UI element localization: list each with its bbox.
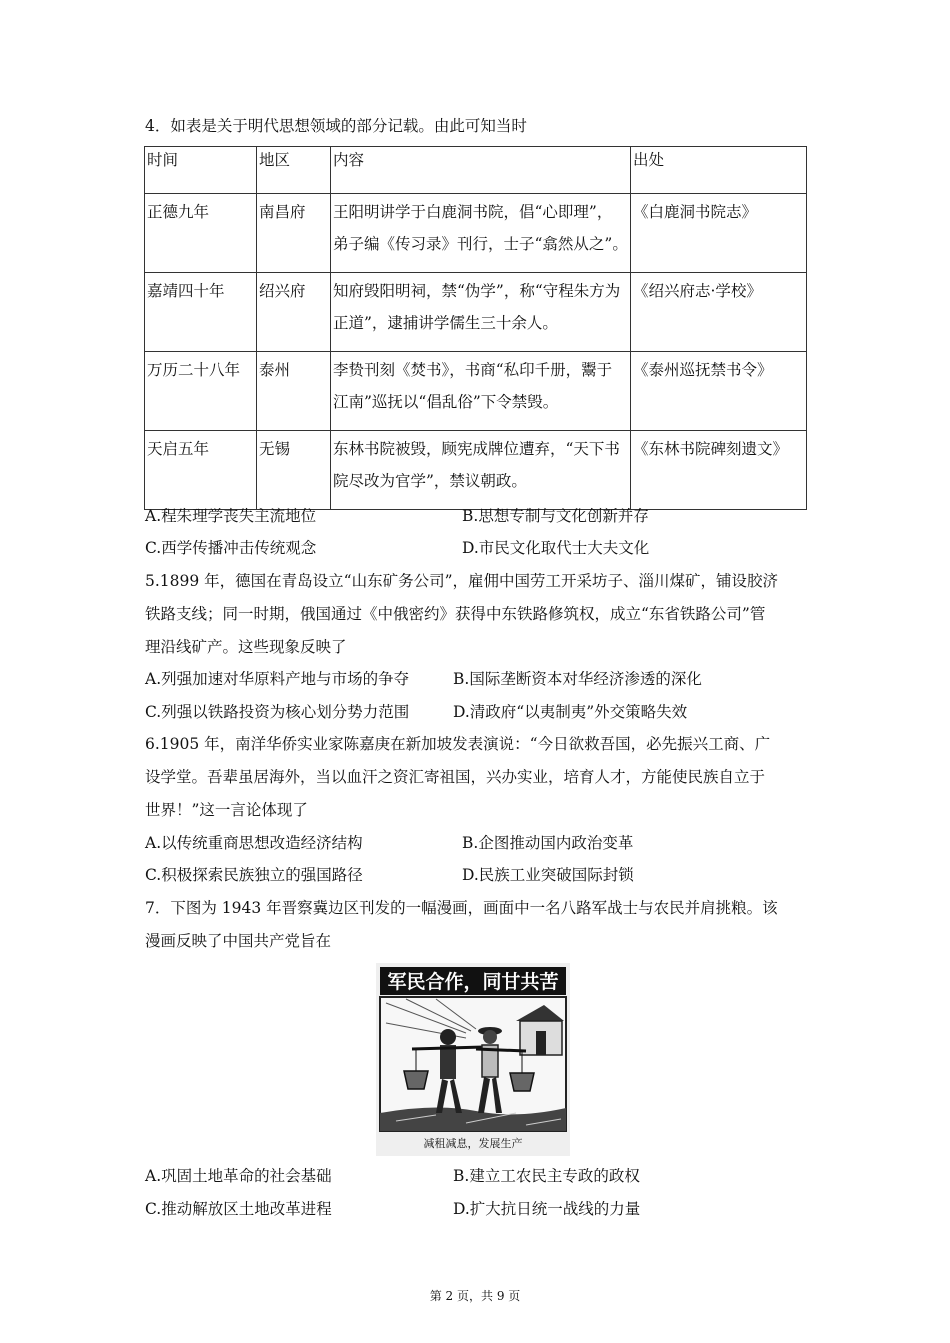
- q5-option-a[interactable]: A.列强加速对华原料产地与市场的争夺: [145, 670, 410, 688]
- content-line: 正道”，逮捕讲学儒生三十余人。: [333, 314, 558, 332]
- cell-source: 《东林书院碑刻遗文》: [631, 431, 807, 510]
- q6-stem-line: 设学堂。吾辈虽居海外，当以血汗之资汇寄祖国，兴办实业，培育人才，方能使民族自立于: [145, 768, 766, 786]
- q7-option-d[interactable]: D.扩大抗日统一战线的力量: [453, 1200, 641, 1218]
- cell-region: 南昌府: [257, 194, 331, 273]
- cell-source: 《泰州巡抚禁书令》: [631, 352, 807, 431]
- q6-option-b[interactable]: B.企图推动国内政治变革: [462, 834, 634, 852]
- header-time: 时间: [145, 147, 257, 194]
- q6-stem-line: 6.1905 年，南洋华侨实业家陈嘉庚在新加坡发表演说：“今日欲救吾国，必先振兴工商、广: [145, 735, 771, 753]
- q6-option-d[interactable]: D.民族工业突破国际封锁: [462, 866, 634, 884]
- cell-content: [331, 352, 631, 431]
- q7-option-c[interactable]: C.推动解放区土地改革进程: [145, 1200, 332, 1218]
- q7-option-a[interactable]: A.巩固土地革命的社会基础: [145, 1167, 332, 1185]
- q5-stem-line: 铁路支线；同一时期，俄国通过《中俄密约》获得中东铁路修筑权，成立“东省铁路公司”管: [145, 605, 766, 623]
- ming-records-table: [144, 146, 807, 510]
- content-line: 知府毁阳明祠，禁“伪学”，称“守程朱方为: [333, 282, 621, 300]
- q4-option-b[interactable]: B.思想专制与文化创新并存: [462, 507, 649, 525]
- cell-source: 《绍兴府志·学校》: [631, 273, 807, 352]
- q5-option-d[interactable]: D.清政府“以夷制夷”外交策略失效: [453, 703, 688, 721]
- cell-content: [331, 431, 631, 510]
- content-line: 院尽改为官学”，禁议朝政。: [333, 472, 527, 490]
- table-row: [145, 431, 807, 510]
- q4-stem: 4．如表是关于明代思想领域的部分记载。由此可知当时: [145, 117, 527, 135]
- q5-option-b[interactable]: B.国际垄断资本对华经济渗透的深化: [453, 670, 702, 688]
- header-source: 出处: [631, 147, 807, 194]
- table-header-row: [145, 147, 807, 194]
- content-line: 王阳明讲学于白鹿洞书院，倡“心即理”，: [333, 203, 613, 221]
- house-door: [536, 1031, 546, 1055]
- header-content: 内容: [331, 147, 631, 194]
- q7-option-b[interactable]: B.建立工农民主专政的政权: [453, 1167, 640, 1185]
- cartoon-illustration: [376, 963, 570, 1156]
- cell-region: 无锡: [257, 431, 331, 510]
- table-row: [145, 273, 807, 352]
- cell-time: 正德九年: [145, 194, 257, 273]
- content-line: 东林书院被毁，顾宪成牌位遭弃，“天下书: [333, 440, 620, 458]
- table-row: [145, 352, 807, 431]
- q7-stem-line: 7．下图为 1943 年晋察冀边区刊发的一幅漫画，画面中一名八路军战士与农民并肩挑粮。该: [145, 899, 778, 917]
- q7-stem-line: 漫画反映了中国共产党旨在: [145, 932, 332, 950]
- table-row: [145, 194, 807, 273]
- content-line: 弟子编《传习录》刊行，士子“翕然从之”。: [333, 235, 628, 253]
- q4-option-d[interactable]: D.市民文化取代士大夫文化: [462, 539, 650, 557]
- cell-time: 天启五年: [145, 431, 257, 510]
- q4-option-a[interactable]: A.程朱理学丧失主流地位: [145, 507, 317, 525]
- cell-time: 嘉靖四十年: [145, 273, 257, 352]
- page-footer: 第 2 页，共 9 页: [429, 1289, 521, 1303]
- q6-stem-line: 世界！”这一言论体现了: [145, 801, 308, 819]
- cell-region: 绍兴府: [257, 273, 331, 352]
- q5-stem-line: 5.1899 年，德国在青岛设立“山东矿务公司”，雇佣中国劳工开采坊子、淄川煤矿，铺设胶济: [145, 572, 779, 590]
- q5-option-c[interactable]: C.列强以铁路投资为核心划分势力范围: [145, 703, 410, 721]
- content-line: 李贽刊刻《焚书》，书商“私印千册，鬻于: [333, 361, 613, 379]
- content-line: 江南”巡抚以“倡乱俗”下令禁毁。: [333, 393, 559, 411]
- cartoon-caption: 减租减息，发展生产: [423, 1137, 523, 1150]
- q6-option-c[interactable]: C.积极探索民族独立的强国路径: [145, 866, 363, 884]
- cell-region: 泰州: [257, 352, 331, 431]
- cell-content: [331, 194, 631, 273]
- cartoon-title: 军民合作，同甘共苦: [387, 971, 559, 993]
- cartoon-drawing: [376, 963, 570, 1156]
- q6-option-a[interactable]: A.以传统重商思想改造经济结构: [145, 834, 363, 852]
- cell-time: 万历二十八年: [145, 352, 257, 431]
- q4-option-c[interactable]: C.西学传播冲击传统观念: [145, 539, 317, 557]
- cell-source: 《白鹿洞书院志》: [631, 194, 807, 273]
- header-region: 地区: [257, 147, 331, 194]
- q5-stem-line: 理沿线矿产。这些现象反映了: [145, 638, 347, 656]
- cell-content: [331, 273, 631, 352]
